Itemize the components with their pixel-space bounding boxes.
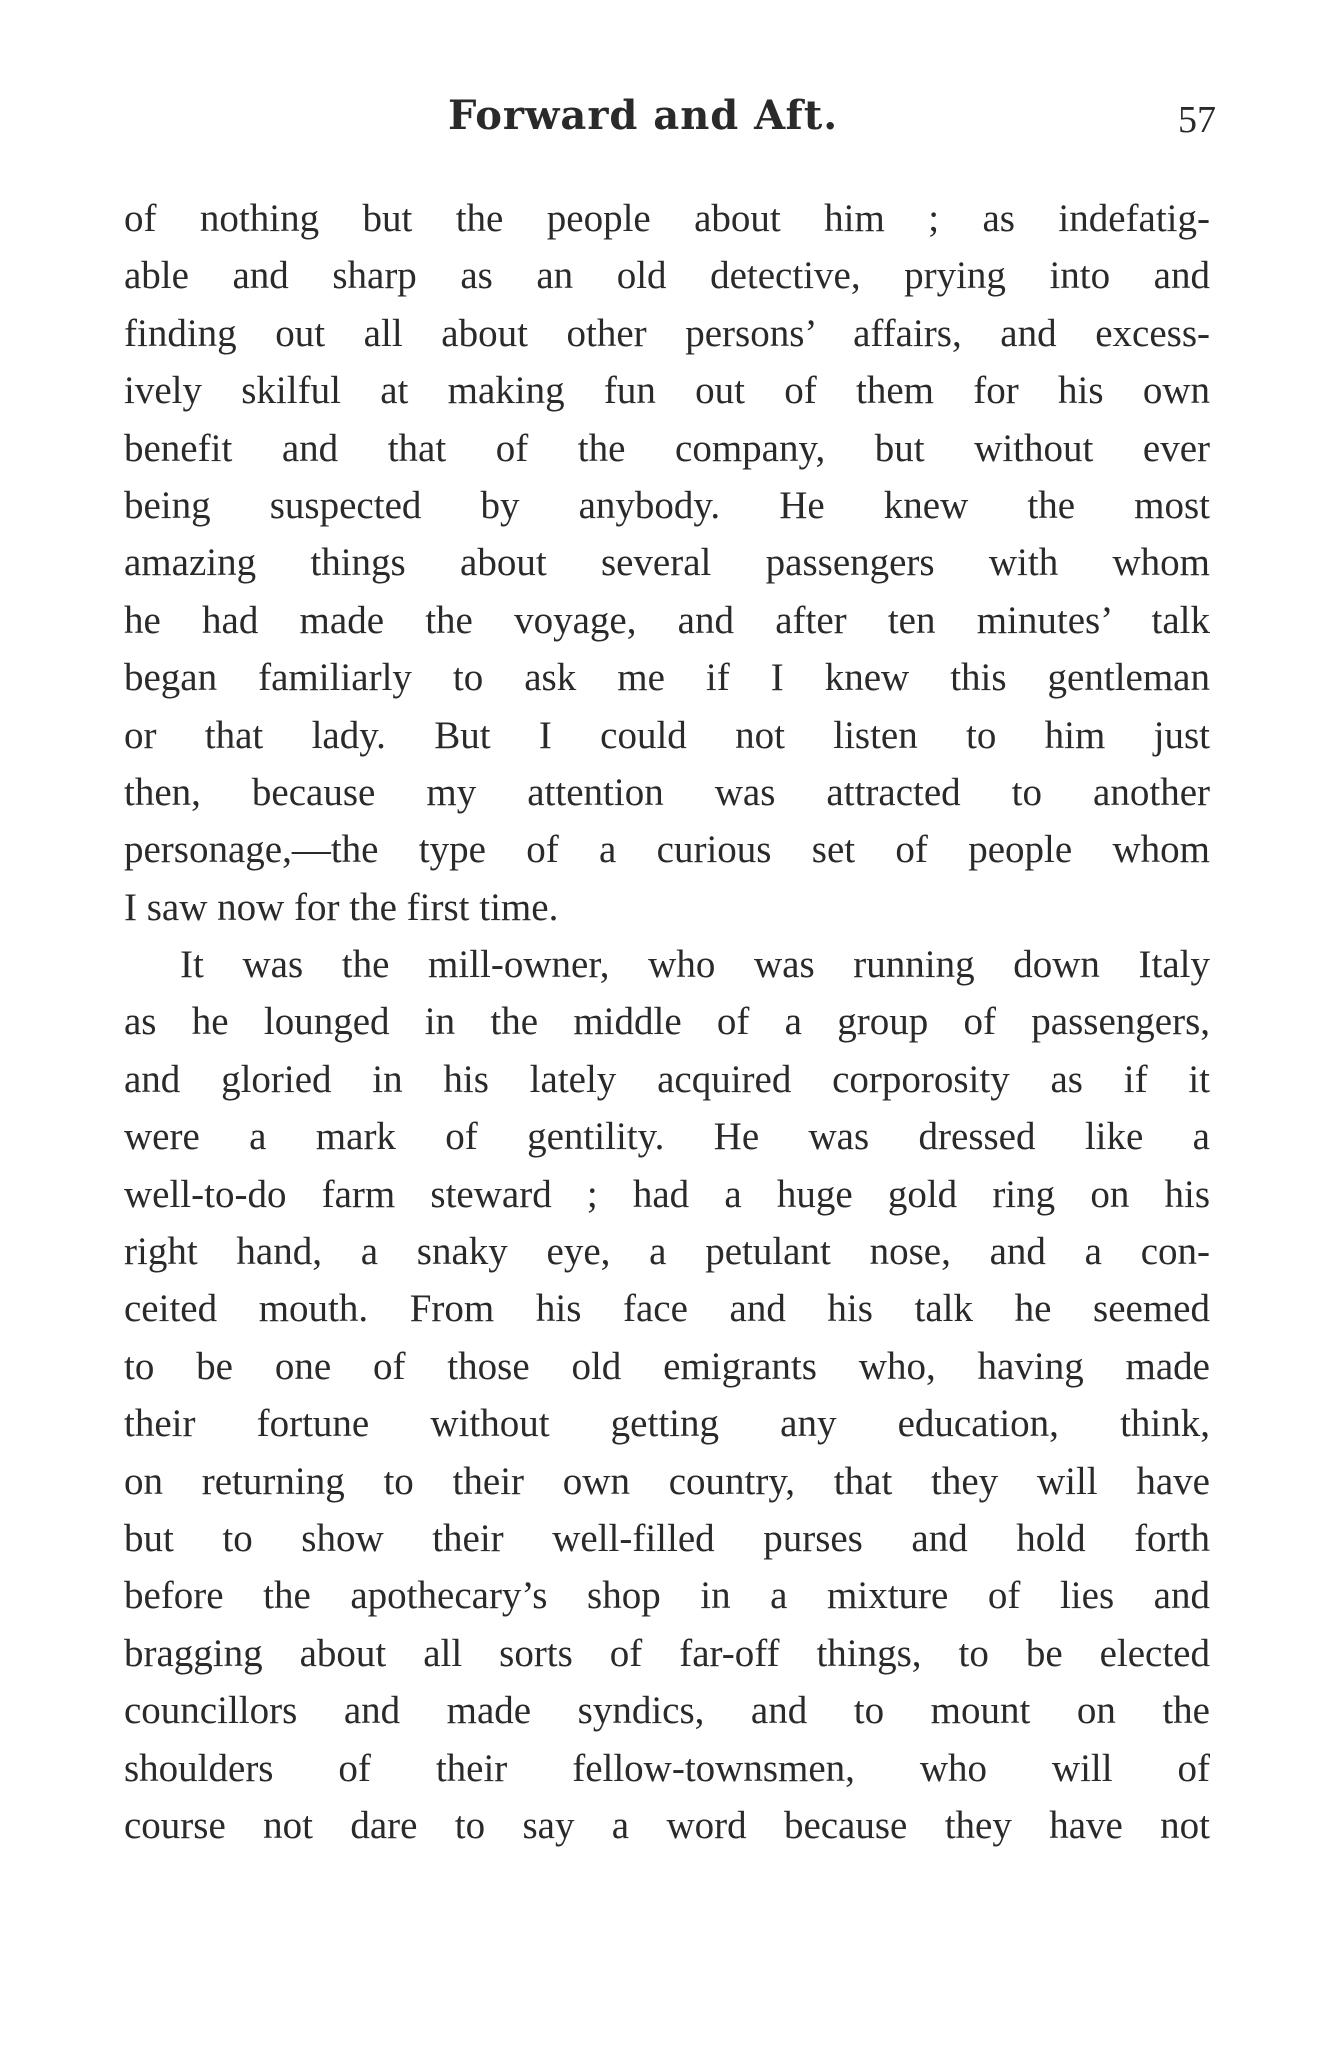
text-line: It was the mill-owner, who was running down Italy [180,943,1210,987]
page-number: 57 [1178,99,1216,141]
text-line: on returning to their own country, that they will have [124,1459,1210,1503]
text-line: of nothing but the people about him ; as indefatig- [124,197,1210,240]
running-title: Forward and Aft. [448,92,839,139]
text-line: amazing things about several passengers with whom [124,541,1210,585]
text-line: then, because my attention was attracted to another [124,770,1210,814]
text-line: their fortune without getting any education, think, [124,1402,1210,1446]
text-line: but to show their well-filled purses and hold forth [124,1516,1210,1560]
text-line: ceited mouth. From his face and his talk he seemed [124,1287,1210,1331]
text-line: ively skilful at making fun out of them for his own [124,369,1210,413]
text-line: he had made the voyage, and after ten minutes’ talk [124,598,1210,642]
text-line: benefit and that of the company, but without ever [124,426,1210,470]
text-line: course not dare to say a word because they have not [124,1803,1210,1847]
text-line: or that lady. But I could not listen to him just [124,713,1210,757]
text-line: well-to-do farm steward ; had a huge gold ring on his [124,1172,1210,1216]
text-line: before the apothecary’s shop in a mixture of lies and [124,1574,1210,1618]
text-line: right hand, a snaky eye, a petulant nose, and a con- [124,1230,1210,1274]
text-line: shoulders of their fellow-townsmen, who will of [124,1746,1210,1790]
text-line: to be one of those old emigrants who, having made [124,1344,1210,1388]
text-line: councillors and made syndics, and to mount on the [124,1689,1210,1733]
text-line: able and sharp as an old detective, prying into and [124,254,1210,298]
text-line: finding out all about other persons’ affairs, and excess- [124,311,1210,355]
running-head [0,92,1328,152]
text-line: as he lounged in the middle of a group of passengers, [124,1000,1210,1044]
text-line: being suspected by anybody. He knew the most [124,483,1210,527]
text-line: personage,—the type of a curious set of people whom [124,828,1210,872]
text-line: I saw now for the first time. [124,885,559,929]
text-line: began familiarly to ask me if I knew this gentleman [124,656,1210,700]
text-line: and gloried in his lately acquired corporosity as if it [124,1057,1210,1101]
text-line: bragging about all sorts of far-off things, to be elected [124,1631,1210,1675]
text-line: were a mark of gentility. He was dressed like a [124,1115,1210,1159]
body-text [124,190,1210,1854]
